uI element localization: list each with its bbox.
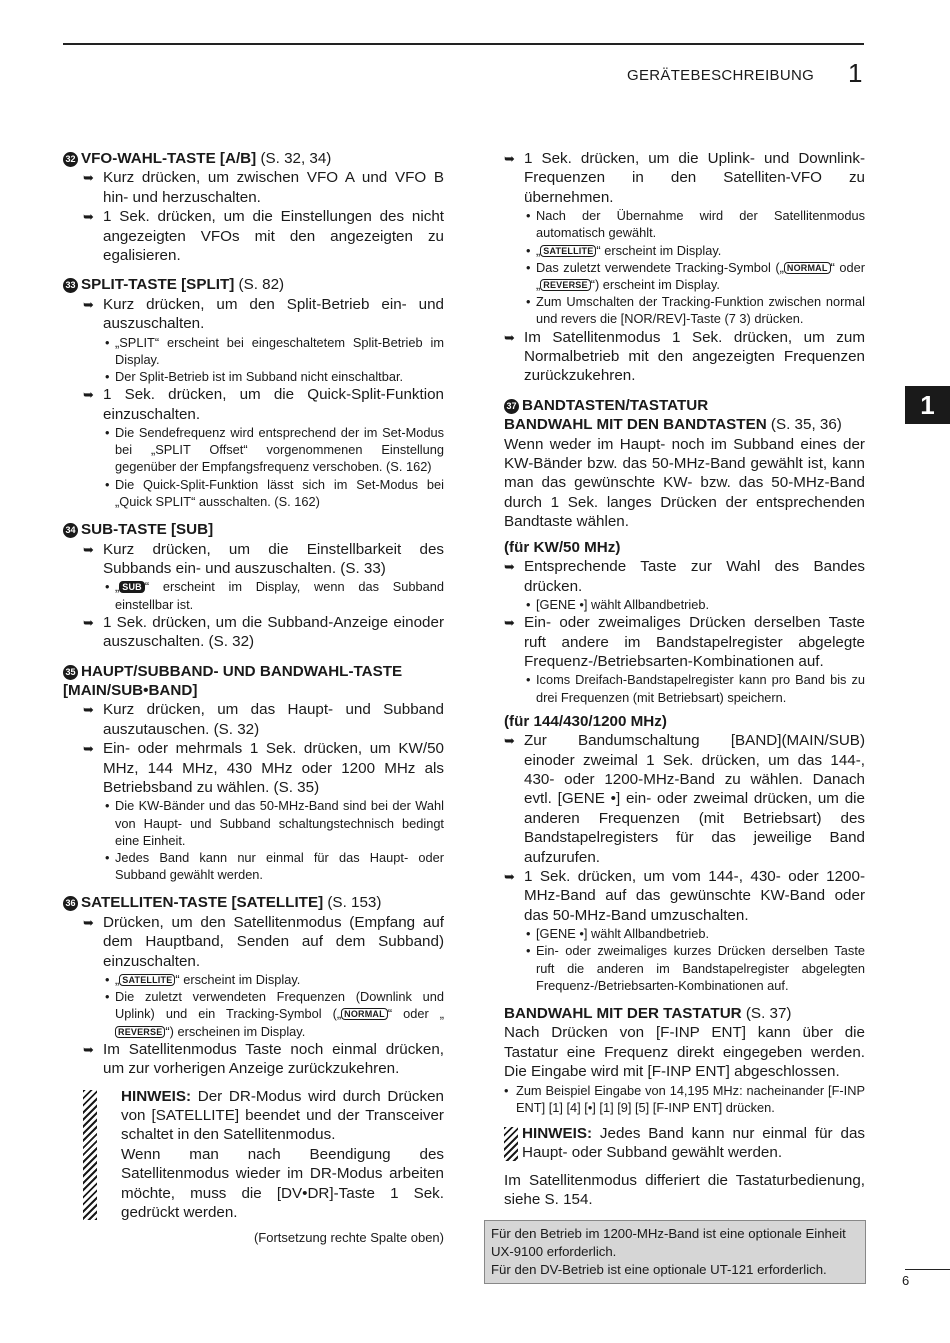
bullet-item: • „SPLIT“ erscheint bei eingeschaltetem Split-Betrieb im Display. xyxy=(63,334,444,368)
reverse-display-icon: REVERSE xyxy=(115,1026,165,1038)
arrow-item: ➥ Ein- oder mehrmals 1 Sek. drücken, um KW/50 MHz, 144 MHz, 430 MHz oder 1200 MHz als Betriebsband zu wählen. (S. 35) xyxy=(63,739,444,797)
header-title: GERÄTEBESCHREIBUNG xyxy=(627,67,815,84)
section-36-continued xyxy=(504,149,865,386)
section-number: 33 xyxy=(63,278,78,293)
hint-stripes-icon xyxy=(83,1090,97,1221)
arrow-item: ➥ 1 Sek. drücken, um die Uplink- und Downlink-Frequenzen in den Satelliten-VFO zu übernehmen. xyxy=(504,149,865,207)
section-heading: 33 SPLIT-TASTE [SPLIT] (S. 82) xyxy=(63,275,444,294)
right-column xyxy=(491,149,865,1284)
paragraph: Nach Drücken von [F-INP ENT] kann über die Tastatur eine Frequenz direkt eingegeben werden. Die Eingabe wird mit [F-INP ENT] abgeschlossen. xyxy=(504,1024,865,1081)
bullet-item: • Nach der Übernahme wird der Satellitenmodus automatisch gewählt. xyxy=(504,207,865,241)
arrow-item: ➥ Entsprechende Taste zur Wahl des Bandes drücken. xyxy=(504,557,865,596)
subheading-kw: (für KW/50 MHz) xyxy=(504,538,621,556)
bullet-item: • Ein- oder zweimaliges kurzes Drücken derselben Taste ruft die anderen im Bandstapelregister abgelegten Frequenz-/Betriebsarten-Kombinationen auf. xyxy=(504,942,865,994)
arrow-item: ➥ Im Satellitenmodus 1 Sek. drücken, um zum Normalbetrieb mit den angezeigten Frequenzen zurückzukehren. xyxy=(504,328,865,386)
bullet-item: • Icoms Dreifach-Bandstapelregister kann pro Band bis zu drei Frequenzen (mit Betriebsart) speichern. xyxy=(504,671,865,705)
section-heading: 36 SATELLITEN-TASTE [SATELLITE] (S. 153) xyxy=(63,893,444,912)
note-line: Für den Betrieb im 1200-MHz-Band ist eine optionale Einheit UX-9100 erforderlich. xyxy=(491,1225,846,1259)
section-34 xyxy=(63,520,444,651)
page-number-rule xyxy=(905,1269,950,1270)
normal-display-icon: NORMAL xyxy=(784,262,831,274)
arrow-item: ➥ Im Satellitenmodus Taste noch einmal drücken, um zur vorherigen Anzeige zurückzukehren. xyxy=(63,1040,444,1079)
bullet-item: • Die Sendefrequenz wird entsprechend der im Set-Modus bei „SPLIT Offset“ vorgenommenen Einstellung gegenüber der Empfangsfrequenz verschoben. (S. 162) xyxy=(63,424,444,476)
section-heading: 34 SUB-TASTE [SUB] xyxy=(63,520,444,539)
section-36 xyxy=(63,893,444,1248)
sub-display-icon: SUB xyxy=(119,581,145,593)
bullet-item: • Zum Beispiel Eingabe von 14,195 MHz: nacheinander [F-INP ENT] [1] [4] [•] [1] [9] [5] [F-INP ENT] drücken. xyxy=(504,1082,865,1116)
hint-stripes-icon xyxy=(504,1127,518,1161)
arrow-item: ➥ Ein- oder zweimaliges Drücken derselben Taste ruft andere im Bandstapelregister abgelegte Frequenz-/Betriebsarten-Kombinationen auf. xyxy=(504,613,865,671)
chapter-number: 1 xyxy=(848,58,863,88)
continued-note: (Fortsetzung rechte Spalte oben) xyxy=(253,1230,444,1246)
arrow-item: ➥ Kurz drücken, um zwischen VFO A und VFO B hin- und herzuschalten. xyxy=(63,168,444,207)
hint-box: HINWEIS: Jedes Band kann nur einmal für das Haupt- oder Subband gewählt werden. xyxy=(504,1124,865,1163)
section-heading: 37 BANDTASTEN/TASTATUR xyxy=(504,396,865,415)
section-number: 35 xyxy=(63,665,78,680)
note-line: Für den DV-Betrieb ist eine optionale UT-121 erforderlich. xyxy=(491,1261,827,1277)
section-33 xyxy=(63,275,444,510)
bullet-item: • Die Quick-Split-Funktion lässt sich im Set-Modus bei „Quick SPLIT“ ausschalten. (S. 162) xyxy=(63,476,444,510)
arrow-item: ➥ 1 Sek. drücken, um die Quick-Split-Funktion einzuschalten. xyxy=(63,385,444,424)
bullet-item: • „ SATELLITE “ erscheint im Display. xyxy=(63,971,444,988)
reverse-display-icon: REVERSE xyxy=(540,279,590,291)
arrow-item: ➥ 1 Sek. drücken, um die Subband-Anzeige einoder auszuschalten. (S. 32) xyxy=(63,613,444,652)
arrow-item: ➥ Drücken, um den Satellitenmodus (Empfang auf dem Hauptband, Senden auf dem Subband) einzuschalten. xyxy=(63,913,444,971)
option-note-box xyxy=(484,1220,866,1284)
bullet-item: • Jedes Band kann nur einmal für das Haupt- oder Subband gewählt werden. xyxy=(63,849,444,883)
bullet-item: • Die zuletzt verwendeten Frequenzen (Downlink und Uplink) und ein Tracking-Symbol („ NORMAL “ oder „REVERSE “) erscheinen im Display. xyxy=(63,988,444,1040)
subheading-vhf: (für 144/430/1200 MHz) xyxy=(504,712,667,730)
section-heading: 32 VFO-WAHL-TASTE [A/B] (S. 32, 34) xyxy=(63,149,444,168)
paragraph: Im Satellitenmodus differiert die Tastaturbedienung, siehe S. 154. xyxy=(504,1171,865,1209)
section-35 xyxy=(63,662,444,884)
section-32 xyxy=(63,149,444,265)
satellite-display-icon: SATELLITE xyxy=(540,245,596,257)
arrow-item: ➥ Zur Bandumschaltung [BAND](MAIN/SUB) einoder zweimal 1 Sek. drücken, um das 144-, 430- oder 1200-MHz-Band zu wählen. Danach evtl. [GENE •] ein- oder zweimal drücken, um die anderen Frequenzen (mit Betriebsart) des Bandstapelregisters für das jeweilige Band aufzurufen. xyxy=(504,731,865,867)
paragraph: Wenn weder im Haupt- noch im Subband eines der KW-Bänder bzw. das 50-MHz-Band gewählt ist, kann man das gewünschte KW- bzw. das 50-MHz-Band durch 1 Sek. langes Drücken der entsprechenden Bandtaste wählen. xyxy=(504,435,865,531)
section-number: 32 xyxy=(63,152,78,167)
header-rule xyxy=(63,43,864,45)
bullet-item: • „ SUB “ erscheint im Display, wenn das Subband einstellbar ist. xyxy=(63,578,444,612)
left-column xyxy=(63,149,444,1248)
normal-display-icon: NORMAL xyxy=(341,1008,388,1020)
bullet-item: • Der Split-Betrieb ist im Subband nicht einschaltbar. xyxy=(63,368,444,385)
bullet-item: • Das zuletzt verwendete Tracking-Symbol („ NORMAL “ oder „ REVERSE “) erscheint im Display. xyxy=(504,259,865,293)
bullet-item: • [GENE •] wählt Allbandbetrieb. xyxy=(504,596,865,613)
section-37 xyxy=(504,396,865,1210)
arrow-item: ➥ Kurz drücken, um die Einstellbarkeit des Subbands ein- und auszuschalten. (S. 33) xyxy=(63,540,444,579)
bullet-item: • [GENE •] wählt Allbandbetrieb. xyxy=(504,925,865,942)
bullet-item: • „ SATELLITE “ erscheint im Display. xyxy=(504,242,865,259)
section-number: 36 xyxy=(63,896,78,911)
satellite-display-icon: SATELLITE xyxy=(119,974,175,986)
arrow-item: ➥ 1 Sek. drücken, um die Einstellungen des nicht angezeigten VFOs mit den angezeigten zu egalisieren. xyxy=(63,207,444,265)
arrow-item: ➥ Kurz drücken, um den Split-Betrieb ein- und auszuschalten. xyxy=(63,295,444,334)
bullet-item: • Die KW-Bänder und das 50-MHz-Band sind bei der Wahl von Haupt- und Subband schaltungstechnisch bedingt eine Einheit. xyxy=(63,797,444,849)
subsection-heading: BANDWAHL MIT DER TASTATUR (S. 37) xyxy=(504,1005,792,1023)
bullet-item: • Zum Umschalten der Tracking-Funktion zwischen normal und revers die [NOR/REV]-Taste (7 3) drücken. xyxy=(504,293,865,327)
section-heading: 35 HAUPT/SUBBAND- UND BANDWAHL-TASTE [MAIN/SUB•BAND] xyxy=(63,662,403,699)
arrow-item: ➥ Kurz drücken, um das Haupt- und Subband auszutauschen. (S. 32) xyxy=(63,700,444,739)
section-number: 34 xyxy=(63,523,78,538)
page-number: 6 xyxy=(902,1273,910,1288)
hint-box: HINWEIS: Der DR-Modus wird durch Drücken von [SATELLITE] beendet und der Transceiver schaltet in den Satellitenmodus. Wenn man nach Beendigung des Satellitenmodus wieder im DR-Modus arbeiten möchte, muss die [DV•DR]-Taste 1 Sek. gedrückt werden. xyxy=(83,1087,444,1223)
subsection-heading: BANDWAHL MIT DEN BANDTASTEN (S. 35, 36) xyxy=(504,416,842,434)
section-number: 37 xyxy=(504,399,519,414)
arrow-item: ➥ 1 Sek. drücken, um vom 144-, 430- oder 1200-MHz-Band auf das gewünschte KW-Band oder das 50-MHz-Band umzuschalten. xyxy=(504,867,865,925)
chapter-tab: 1 xyxy=(905,386,950,424)
